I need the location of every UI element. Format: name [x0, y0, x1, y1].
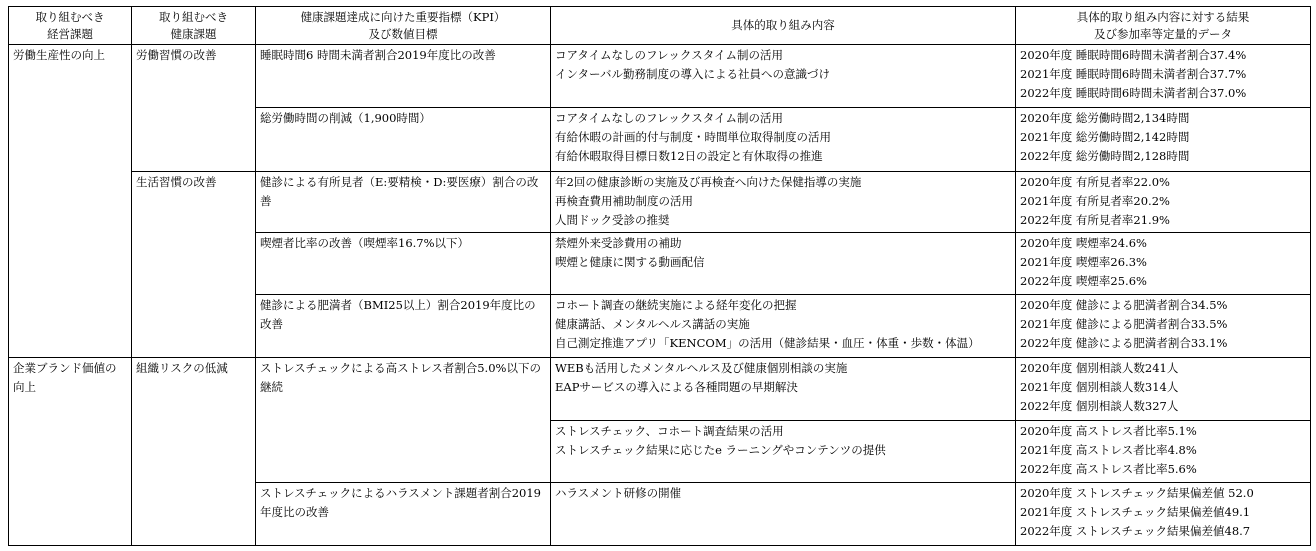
- result-item: 2020年度 喫煙率24.6%: [1020, 236, 1147, 251]
- kpi-text: 睡眠時間6 時間未満者割合2019年度比の改善: [260, 48, 496, 63]
- result-item: 2022年度 健診による肥満者割合33.1%: [1020, 336, 1228, 351]
- management-issue-cell: [9, 357, 132, 545]
- kpi-cell: [256, 295, 551, 358]
- kpi-table: [8, 6, 1311, 546]
- result-item: 2022年度 総労働時間2,128時間: [1020, 149, 1190, 164]
- result-item: 2022年度 高ストレス者比率5.6%: [1020, 461, 1197, 476]
- results-cell: [1016, 45, 1311, 108]
- action-item: インターバル勤務制度の導入による社員への意識づけ: [555, 67, 830, 82]
- result-item: 2020年度 有所見者率22.0%: [1020, 174, 1170, 189]
- action-item: 自己測定推進アプリ「KENCOM」の活用（健診結果・血圧・体重・歩数・体温）: [555, 336, 980, 351]
- action-item: ハラスメント研修の開催: [555, 486, 682, 501]
- result-item: 2020年度 健診による肥満者割合34.5%: [1020, 298, 1228, 313]
- result-item: 2021年度 有所見者率20.2%: [1020, 193, 1170, 208]
- kpi-cell: [256, 108, 551, 172]
- action-item: 人間ドック受診の推奨: [555, 212, 670, 227]
- kpi-cell: [256, 171, 551, 233]
- header-text: 及び数値目標: [368, 26, 438, 41]
- action-item: 有給休暇取得目標日数12日の設定と有休取得の推進: [555, 149, 823, 164]
- actions-cell: [551, 45, 1016, 108]
- results-cell: [1016, 357, 1311, 420]
- table-row: [9, 171, 1311, 233]
- result-item: 2022年度 睡眠時間6時間未満者割合37.0%: [1020, 86, 1247, 101]
- action-item: ストレスチェック、コホート調査結果の活用: [555, 423, 784, 438]
- header-kpi: [256, 7, 551, 45]
- header-health-issue: [132, 7, 256, 45]
- actions-cell: [551, 233, 1016, 295]
- action-item: コホート調査の継続実施による経年変化の把握: [555, 298, 797, 313]
- action-item: コアタイムなしのフレックスタイム制の活用: [555, 48, 784, 63]
- kpi-cell: [256, 233, 551, 295]
- kpi-cell: [256, 45, 551, 108]
- header-text: 経営課題: [47, 26, 93, 41]
- results-cell: [1016, 295, 1311, 358]
- result-item: 2021年度 個別相談人数314人: [1020, 379, 1179, 394]
- actions-cell: [551, 483, 1016, 546]
- header-text: 及び参加率等定量的データ: [1094, 26, 1232, 41]
- management-issue: 労働生産性の向上: [13, 48, 105, 63]
- result-item: 2022年度 有所見者率21.9%: [1020, 212, 1170, 227]
- action-item: 年2回の健康診断の実施及び再検査へ向けた保健指導の実施: [555, 174, 862, 189]
- health-issue-cell: [132, 357, 256, 545]
- action-item: ストレスチェック結果に応じたe ラーニングやコンテンツの提供: [555, 442, 886, 457]
- management-issue: 企業ブランド価値の向上: [13, 360, 117, 394]
- health-issue-cell: [132, 171, 256, 357]
- header-row: [9, 7, 1311, 45]
- header-text: 健康課題: [170, 26, 217, 41]
- action-item: EAPサービスの導入による各種問題の早期解決: [555, 379, 798, 394]
- header-text: 具体的取り組み内容に対する結果: [1076, 9, 1250, 24]
- health-issue: 生活習慣の改善: [136, 174, 217, 189]
- action-item: 喫煙と健康に関する動画配信: [555, 255, 705, 270]
- result-item: 2021年度 高ストレス者比率4.8%: [1020, 442, 1197, 457]
- actions-cell: [551, 420, 1016, 483]
- health-issue: 組織リスクの低減: [136, 360, 228, 375]
- result-item: 2021年度 ストレスチェック結果偏差値49.1: [1020, 505, 1251, 520]
- result-item: 2020年度 睡眠時間6時間未満者割合37.4%: [1020, 48, 1247, 63]
- actions-cell: [551, 108, 1016, 172]
- header-text: 取り組むべき: [159, 9, 228, 24]
- kpi-text: 総労働時間の削減（1,900時間）: [260, 111, 431, 126]
- results-cell: [1016, 483, 1311, 546]
- result-item: 2022年度 個別相談人数327人: [1020, 398, 1179, 413]
- action-item: コアタイムなしのフレックスタイム制の活用: [555, 111, 784, 126]
- result-item: 2020年度 ストレスチェック結果偏差値 52.0: [1020, 486, 1254, 501]
- actions-cell: [551, 357, 1016, 420]
- header-actions: [551, 7, 1016, 45]
- result-item: 2022年度 喫煙率25.6%: [1020, 274, 1147, 289]
- actions-cell: [551, 171, 1016, 233]
- header-management-issue: [9, 7, 132, 45]
- table-row: [9, 357, 1311, 420]
- result-item: 2021年度 総労働時間2,142時間: [1020, 130, 1190, 145]
- health-issue-cell: [132, 45, 256, 171]
- health-issue: 労働習慣の改善: [136, 48, 217, 63]
- action-item: 健康講話、メンタルヘルス講話の実施: [555, 317, 750, 332]
- kpi-text: 健診による有所見者（E:要精検・D:要医療）割合の改善: [260, 174, 539, 208]
- result-item: 2020年度 高ストレス者比率5.1%: [1020, 423, 1197, 438]
- kpi-text: ストレスチェックによるハラスメント課題者割合2019年度比の改善: [260, 486, 541, 520]
- kpi-cell: [256, 357, 551, 482]
- results-cell: [1016, 108, 1311, 172]
- action-item: 禁煙外来受診費用の補助: [555, 236, 682, 251]
- result-item: 2021年度 健診による肥満者割合33.5%: [1020, 317, 1228, 332]
- header-text: 健康課題達成に向けた重要指標（KPI）: [300, 9, 506, 24]
- kpi-text: 健診による肥満者（BMI25以上）割合2019年度比の改善: [260, 298, 536, 332]
- table-row: [9, 45, 1311, 108]
- management-issue-cell: [9, 45, 132, 357]
- result-item: 2022年度 ストレスチェック結果偏差値48.7: [1020, 524, 1251, 539]
- action-item: WEBも活用したメンタルヘルス及び健康個別相談の実施: [555, 360, 848, 375]
- results-cell: [1016, 171, 1311, 233]
- action-item: 有給休暇の計画的付与制度・時間単位取得制度の活用: [555, 130, 831, 145]
- kpi-text: 喫煙者比率の改善（喫煙率16.7%以下）: [260, 236, 470, 251]
- actions-cell: [551, 295, 1016, 358]
- action-item: 再検査費用補助制度の活用: [555, 193, 693, 208]
- result-item: 2021年度 喫煙率26.3%: [1020, 255, 1147, 270]
- header-text: 具体的取り組み内容: [731, 18, 835, 33]
- results-cell: [1016, 233, 1311, 295]
- results-cell: [1016, 420, 1311, 483]
- result-item: 2020年度 総労働時間2,134時間: [1020, 111, 1190, 126]
- result-item: 2021年度 睡眠時間6時間未満者割合37.7%: [1020, 67, 1247, 82]
- kpi-cell: [256, 483, 551, 546]
- header-results: [1016, 7, 1311, 45]
- result-item: 2020年度 個別相談人数241人: [1020, 360, 1179, 375]
- kpi-text: ストレスチェックによる高ストレス者割合5.0%以下の継続: [260, 360, 541, 394]
- header-text: 取り組むべき: [35, 9, 105, 24]
